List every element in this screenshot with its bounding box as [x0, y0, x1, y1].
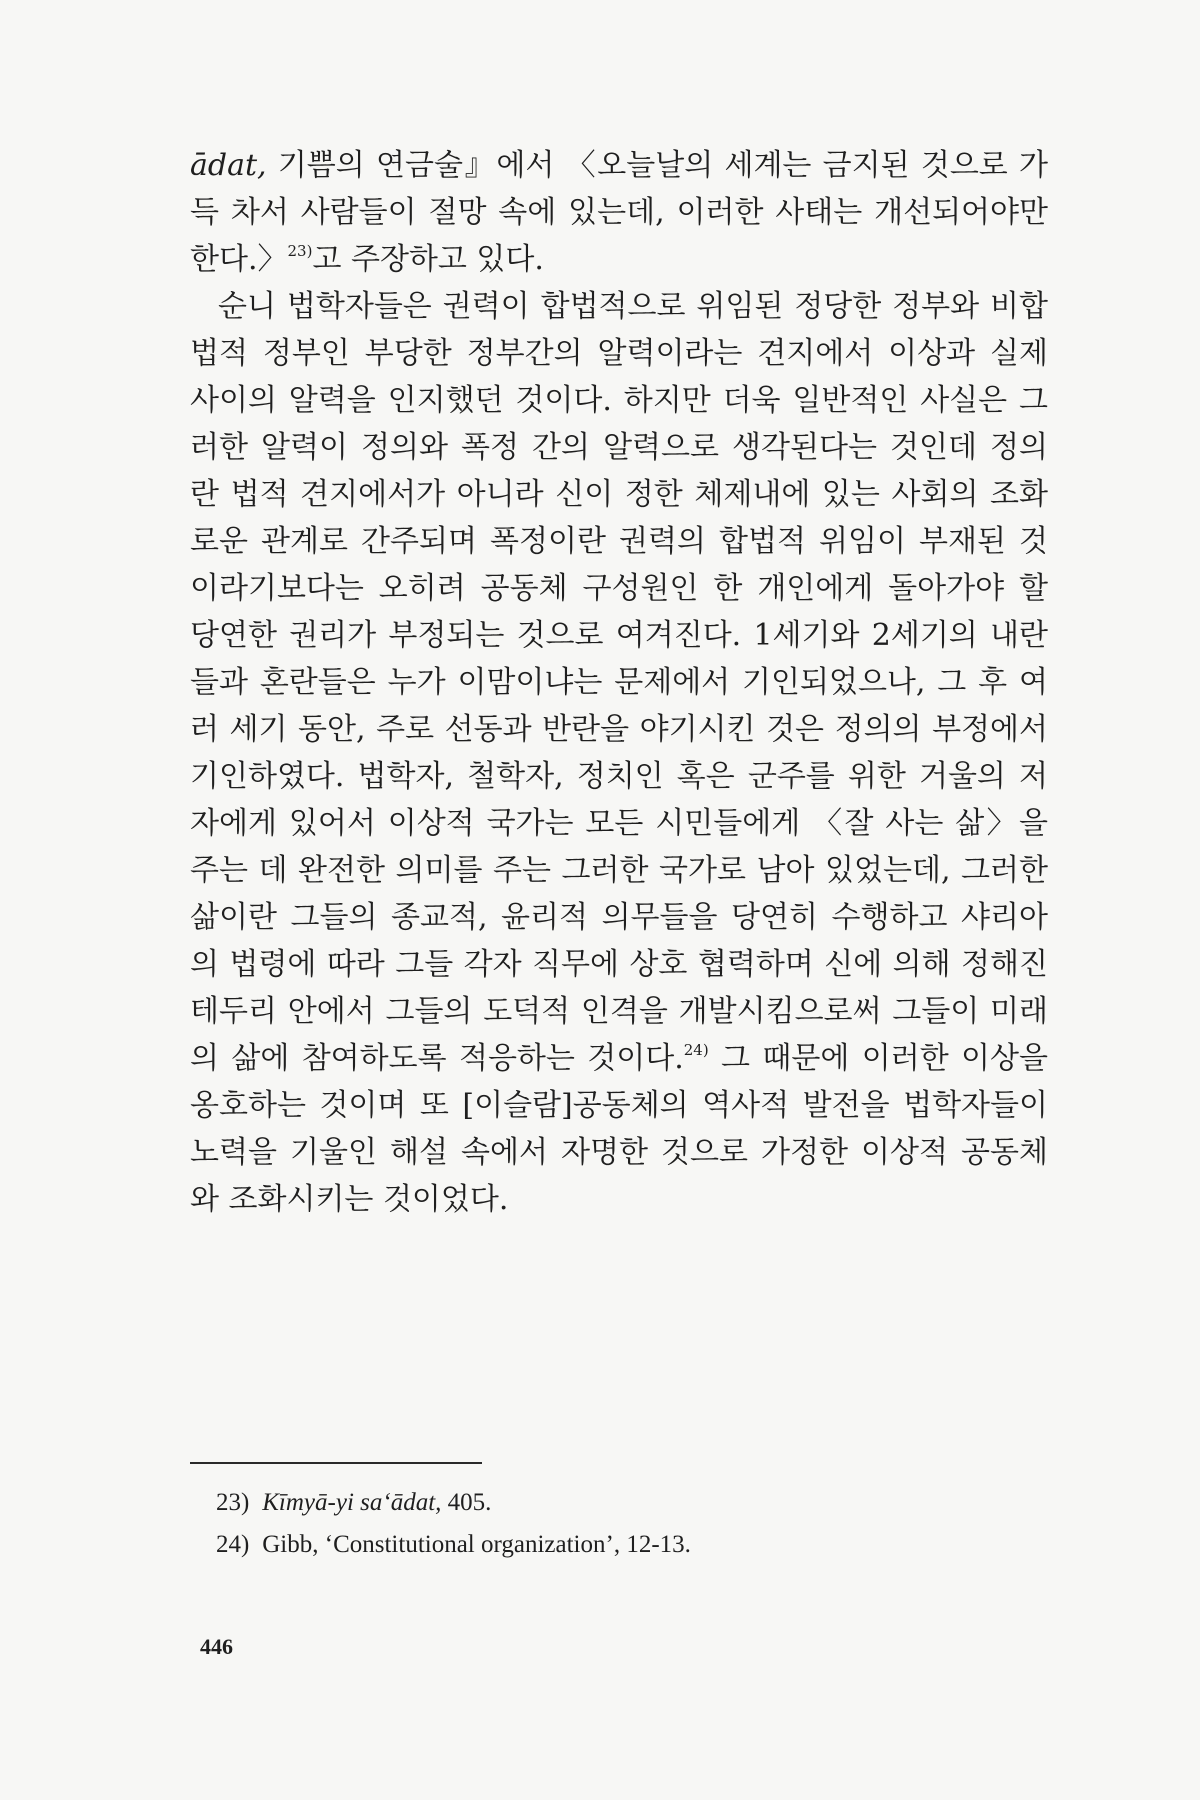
footnote-23 — [216, 1482, 1036, 1524]
paragraph-1-text: 기쁨의 연금술』에서 〈오늘날의 세계는 금지된 것으로 가득 차서 사람들이 절망 속에 있는데, 이러한 사태는 개선되어야만 한다.〉 — [190, 148, 1048, 277]
paragraph-1-tail: 고 주장하고 있다. — [312, 242, 544, 277]
footnote-title: Kīmyā-yi sa‘ādat, — [262, 1489, 442, 1516]
footnote-number: 24) — [216, 1531, 250, 1558]
footnote-rule — [190, 1462, 482, 1464]
italic-term: ādat, — [190, 148, 267, 183]
body-text — [190, 142, 1048, 1223]
paragraph-1 — [190, 142, 1048, 283]
paragraph-2-tail: 그 때문에 이러한 이상을 옹호하는 것이며 또 [이슬람]공동체의 역사적 발전을 법학자들이 노력을 기울인 해설 속에서 자명한 것으로 가정한 이상적 공동체와 조화시키는 것이었다. — [190, 1041, 1048, 1217]
paragraph-2 — [190, 283, 1048, 1223]
footnote-text: Gibb, ‘Constitutional organization’, 12-13. — [262, 1531, 691, 1558]
page-number: 446 — [200, 1634, 233, 1659]
footnote-ref-23: 23) — [287, 242, 313, 260]
paragraph-2-text: 순니 법학자들은 권력이 합법적으로 위임된 정당한 정부와 비합법적 정부인 부당한 정부간의 알력이라는 견지에서 이상과 실제 사이의 알력을 인지했던 것이다. 하지만 더욱 일반적인 사실은 그러한 알력이 정의와 폭정 간의 알력으로 생각된다는 것인데 정의란 법적 견지에서가 아니라 신이 정한 체제내에 있는 사회의 조화로운 관계로 간주되며 폭정이란 권력의 합법적 위임이 부재된 것이라기보다는 오히려 공동체 구성원인 한 개인에게 돌아가야 할 당연한 권리가 부정되는 것으로 여겨진다. 1세기와 2세기의 내란들과 혼란들은 누가 이맘이냐는 문제에서 기인되었으나, 그 후 여러 세기 동안, 주로 선동과 반란을 야기시킨 것은 정의의 부정에서 기인하였다. 법학자, 철학자, 정치인 혹은 군주를 위한 거울의 저자에게 있어서 이상적 국가는 모든 시민들에게 〈잘 사는 삶〉을 주는 데 완전한 의미를 주는 그러한 국가로 남아 있었는데, 그러한 삶이란 그들의 종교적, 윤리적 의무들을 당연히 수행하고 샤리아의 법령에 따라 그들 각자 직무에 상호 협력하며 신에 의해 정해진 테두리 안에서 그들의 도덕적 인격을 개발시킴으로써 그들이 미래의 삶에 참여하도록 적응하는 것이다. — [190, 289, 1048, 1076]
footnote-page: 405. — [441, 1489, 492, 1516]
footnotes — [216, 1482, 1036, 1566]
footnote-ref-24: 24) — [683, 1041, 709, 1059]
footnote-number: 23) — [216, 1489, 250, 1516]
footnote-24 — [216, 1524, 1036, 1566]
